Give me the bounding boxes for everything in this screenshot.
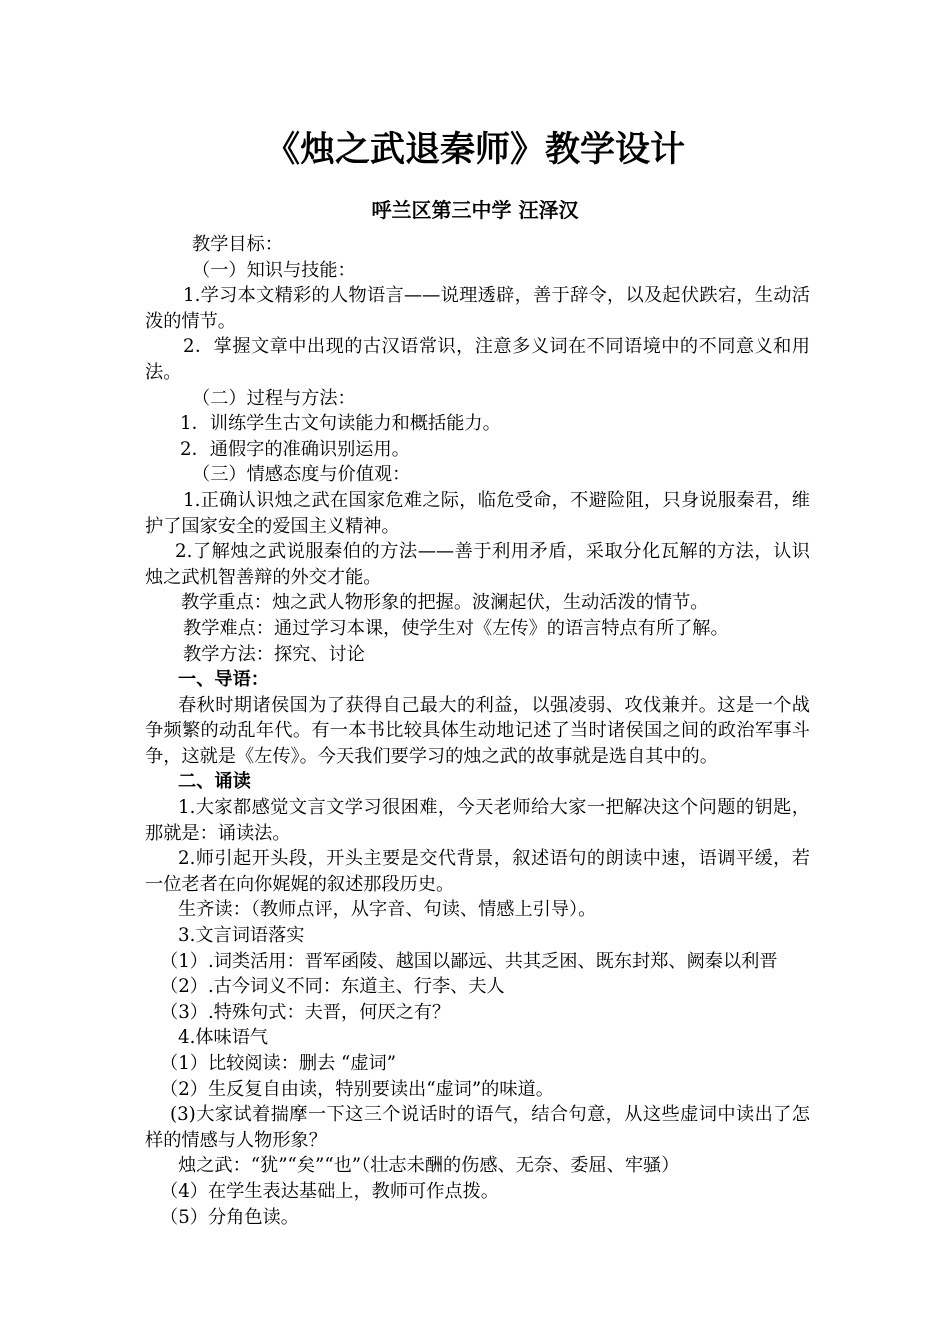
text-paragraph: 1.学习本文精彩的人物语言——说理透辟，善于辞令，以及起伏跌宕，生动活泼的情节。 (145, 285, 810, 332)
text-paragraph: 2.师引起开头段，开头主要是交代背景，叙述语句的朗读中速，语调平缓，若一位老者在向你娓娓的叙述那段历史。 (145, 848, 810, 895)
text-paragraph: （5）分角色读。 (160, 1206, 299, 1228)
text-paragraph: 教学方法：探究、讨论 (183, 643, 365, 665)
text-paragraph: （一）知识与技能： (192, 259, 356, 281)
document-author: 呼兰区第三中学 汪泽汉 (371, 198, 579, 222)
text-paragraph: 2．掌握文章中出现的古汉语常识，注意多义词在不同语境中的不同意义和用法。 (145, 336, 810, 383)
text-paragraph: 教学目标： (192, 234, 283, 255)
text-paragraph: 1.大家都感觉文言文学习很困难，今天老师给大家一把解决这个问题的钥匙，那就是：诵读法。 (145, 797, 810, 844)
text-paragraph: 1.正确认识烛之武在国家危难之际，临危受命，不避险阻，只身说服秦君，维护了国家安全的爱国主义精神。 (145, 489, 810, 537)
section-heading: 二、诵读 (178, 771, 251, 793)
text-paragraph: （1）.词类活用：晋军函陵、越国以鄙远、共其乏困、既东封郑、阙秦以利晋 (160, 950, 778, 972)
document-title: 《烛之武退秦师》教学设计 (264, 130, 685, 170)
text-paragraph: (3)大家试着揣摩一下这三个说话时的语气，结合句意，从这些虚词中读出了怎样的情感与人物形象？ (145, 1104, 810, 1151)
section-heading: 一、导语： (178, 669, 269, 691)
text-paragraph: （3）.特殊句式：夫晋，何厌之有？ (160, 1001, 451, 1023)
text-paragraph: 1．训练学生古文句读能力和概括能力。 (180, 413, 501, 435)
text-paragraph: 2．通假字的准确识别运用。 (180, 438, 410, 460)
text-paragraph: 4.体味语气 (178, 1027, 269, 1049)
text-paragraph: 教学重点：烛之武人物形象的把握。波澜起伏，生动活泼的情节。 (181, 592, 709, 614)
text-paragraph: （2）.古今词义不同：东道主、行李、夫人 (160, 976, 505, 998)
text-paragraph: 2.了解烛之武说服秦伯的方法——善于利用矛盾，采取分化瓦解的方法，认识烛之武机智善辩的外交才能。 (145, 541, 810, 588)
text-paragraph: 3.文言词语落实 (178, 925, 305, 947)
text-paragraph: 春秋时期诸侯国为了获得自己最大的利益，以强凌弱、攻伐兼并。这是一个战争频繁的动乱年代。有一本书比较具体生动地记述了当时诸侯国之间的政治军事斗争，这就是《左传》。今天我们要学习的烛之武的故事就是选自其中的。 (145, 694, 810, 767)
text-paragraph: （三）情感态度与价值观： (192, 464, 411, 486)
text-paragraph: （1）比较阅读：删去 “虚词” (160, 1053, 397, 1074)
text-paragraph: 烛之武：“犹”“矣”“也”（壮志未酬的伤感、无奈、委屈、牢骚） (178, 1155, 680, 1177)
text-paragraph: （4）在学生表达基础上，教师可作点拨。 (160, 1180, 499, 1202)
text-paragraph: 教学难点：通过学习本课，使学生对《左传》的语言特点有所了解。 (183, 617, 729, 639)
text-paragraph: 生齐读：（教师点评，从字音、句读、情感上引导）。 (178, 899, 597, 921)
text-paragraph: （二）过程与方法： (192, 387, 356, 409)
document-body (145, 232, 810, 1230)
text-paragraph: （2）生反复自由读，特别要读出“虚词”的味道。 (160, 1078, 554, 1100)
